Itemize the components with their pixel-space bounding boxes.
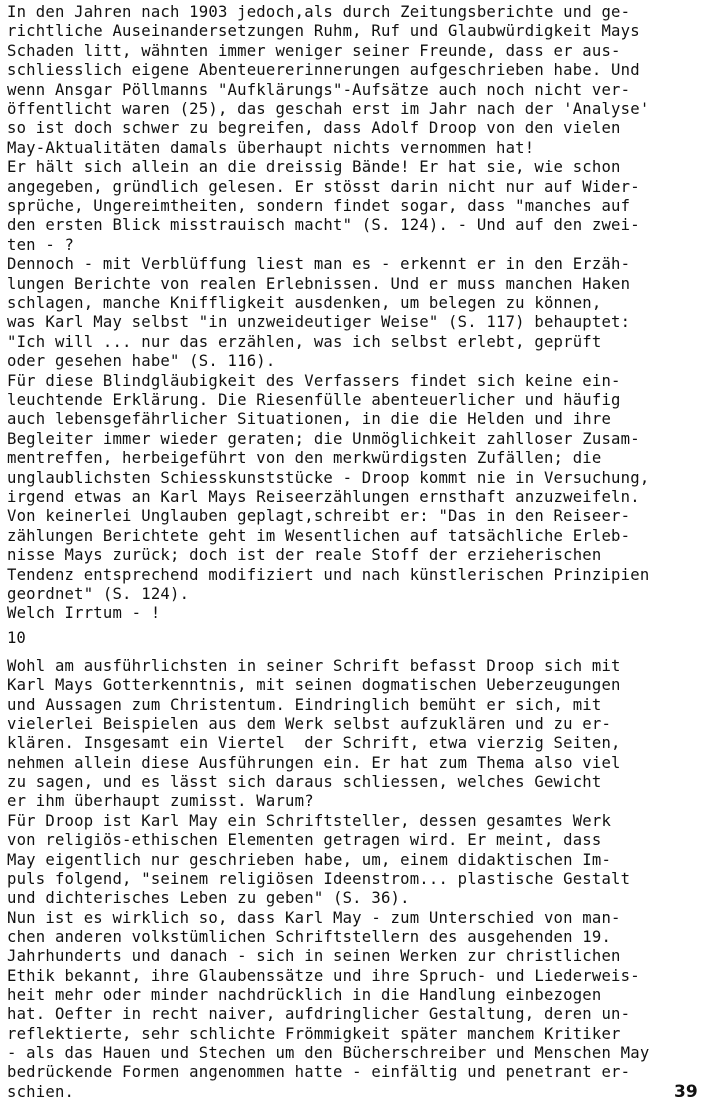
text-line: reflektierte, sehr schlichte Frömmigkeit später manchem Kritiker [7,1024,621,1043]
text-line: Tendenz entsprechend modifiziert und nach künstlerischen Prinzipien [7,565,650,584]
text-line: schliesslich eigene Abenteuererinnerungen aufgeschrieben habe. Und [7,61,640,80]
text-line: sprüche, Ungereimtheiten, sondern findet sogar, dass "manches auf [7,197,631,215]
text-line: schien. [7,1082,75,1101]
text-line: klären. Insgesamt ein Viertel der Schrift, etwa vierzig Seiten, [7,734,621,753]
text-line: "Ich will ... nur das erzählen, was ich selbst erlebt, geprüft [7,332,602,351]
text-line: angegeben, gründlich gelesen. Er stösst darin nicht nur auf Wider- [7,177,640,196]
text-line: May eigentlich nur geschrieben habe, um, einem didaktischen Im- [7,850,612,869]
text-line: unglaublichsten Schiesskunststücke - Droop kommt nie in Versuchung, [7,468,650,487]
text-line: so ist doch schwer zu begreifen, dass Adolf Droop von den vielen [7,119,621,138]
text-line: Nun ist es wirklich so, dass Karl May - zum Unterschied von man- [7,908,621,927]
text-line: nehmen allein diese Ausführungen ein. Er hat zum Thema also viel [7,753,621,772]
text-line: oder gesehen habe" (S. 116). [7,352,276,371]
text-line: und Aussagen zum Christentum. Eindringlich bemüht er sich, mit [7,695,602,714]
section-number: 10 [7,629,26,647]
text-line: Jahrhunderts und danach - sich in seinen Werken zur christlichen [7,947,621,966]
text-line: Schaden litt, wähnten immer weniger seiner Freunde, dass er aus- [7,41,621,60]
text-line: auch lebensgefährlicher Situationen, in die die Helden und ihre [7,410,612,429]
text-line: richtliche Auseinandersetzungen Ruhm, Ruf und Glaubwürdigkeit Mays [7,22,640,41]
text-line: und dichterisches Leben zu geben" (S. 36). [7,889,410,908]
text-line: In den Jahren nach 1903 jedoch,als durch Zeitungsberichte und ge- [7,3,631,21]
text-line: ten - ? [7,235,75,254]
text-line: Wohl am ausführlichsten in seiner Schrift befasst Droop sich mit [7,657,621,675]
text-line: heit mehr oder minder nachdrücklich in die Handlung einbezogen [7,985,602,1004]
text-line: mentreffen, herbeigeführt von den merkwürdigsten Zufällen; die [7,449,602,468]
text-line: zählungen Berichtete geht im Wesentlichen auf tatsächliche Erleb- [7,526,631,545]
text-line: was Karl May selbst "in unzweideutiger Weise" (S. 117) behauptet: [7,313,631,332]
text-line: bedrückende Formen angenommen hatte - einfältig und penetrant er- [7,1063,631,1082]
text-line: Dennoch - mit Verblüffung liest man es - erkennt er in den Erzäh- [7,255,631,274]
text-line: von religiös-ethischen Elementen getragen wird. Er meint, dass [7,831,602,850]
text-line: zu sagen, und es lässt sich daraus schliessen, welches Gewicht [7,773,602,792]
text-line: - als das Hauen und Stechen um den Bücherschreiber und Menschen May [7,1044,650,1062]
text-line: hat. Oefter in recht naiver, aufdringlicher Gestaltung, deren un- [7,1005,631,1024]
page-number: 39 [674,1082,698,1102]
text-line: Von keinerlei Unglauben geplagt,schreibt er: "Das in den Reiseer- [7,507,631,526]
text-line: lungen Berichte von realen Erlebnissen. Und er muss manchen Haken [7,274,631,293]
text-line: Begleiter immer wieder geraten; die Unmöglichkeit zahlloser Zusam- [7,429,640,448]
text-line: geordnet" (S. 124). [7,585,190,603]
text-line: wenn Ansgar Pöllmanns "Aufklärungs"-Aufsätze auch noch nicht ver- [7,80,631,99]
text-line: Welch Irrtum - ! [7,604,161,623]
text-line: Karl Mays Gotterkenntnis, mit seinen dogmatischen Ueberzeugungen [7,676,621,695]
text-line: Ethik bekannt, ihre Glaubenssätze und ihre Spruch- und Liederweis- [7,966,640,985]
text-line: nisse Mays zurück; doch ist der reale Stoff der erzieherischen [7,546,602,565]
text-line: chen anderen volkstümlichen Schriftstellern des ausgehenden 19. [7,927,612,946]
text-line: schlagen, manche Kniffligkeit ausdenken, um belegen zu können, [7,294,602,312]
text-line: Für Droop ist Karl May ein Schriftsteller, dessen gesamtes Werk [7,811,612,830]
text-line: den ersten Blick misstrauisch macht" (S. 124). - Und auf den zwei- [7,216,640,235]
text-line: irgend etwas an Karl Mays Reiseerzählungen ernsthaft anzuzweifeln. [7,488,640,506]
text-line: leuchtende Erklärung. Die Riesenfülle abenteuerlicher und häufig [7,391,621,409]
text-line: puls folgend, "seinem religiösen Ideenstrom... plastische Gestalt [7,869,631,888]
text-line: er ihm überhaupt zumisst. Warum? [7,792,314,811]
text-line: Für diese Blindgläubigkeit des Verfassers findet sich keine ein- [7,371,621,390]
text-line: May-Aktualitäten damals überhaupt nichts vernommen hat! [7,138,535,157]
text-line: vielerlei Beispielen aus dem Werk selbst aufzuklären und zu er- [7,715,612,734]
text-line: Er hält sich allein an die dreissig Bände! Er hat sie, wie schon [7,158,621,177]
text-line: öffentlicht waren (25), das geschah erst im Jahr nach der 'Analyse' [7,100,650,118]
